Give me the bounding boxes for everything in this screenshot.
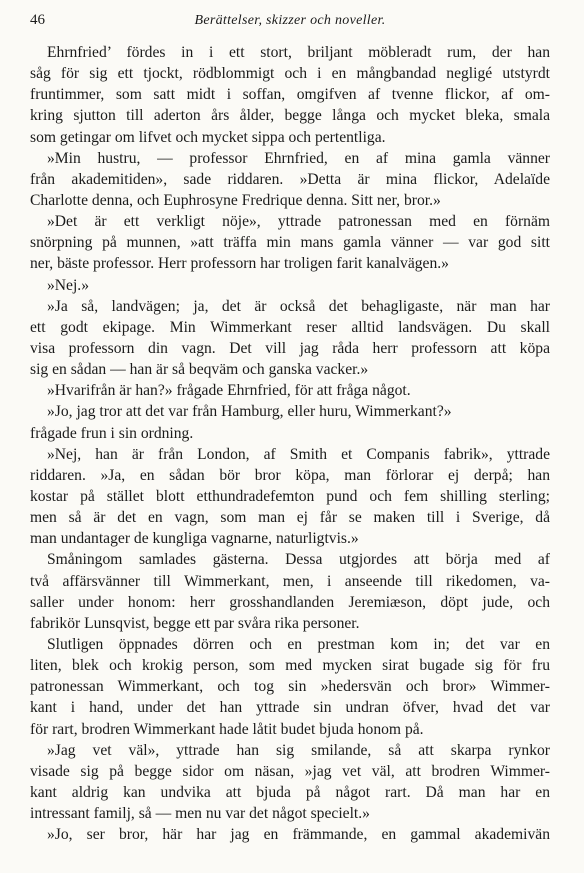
text-line: Slutligen öppnades dörren och en prestman kom in; det var en (47, 635, 550, 653)
text-line: Ehrnfried’ fördes in i ett stort, briljant möbleradt rum, der han (47, 44, 550, 61)
text-line: frågade frun i sin ordning. (30, 424, 194, 442)
text-line: »Jo, jag tror att det var från Hamburg, eller huru, Wimmerkant?» (47, 403, 452, 421)
text-line: kring sjutton till aderton års ålder, begge långa och mycket bleka, smala (30, 107, 550, 125)
text-line: »Jo, ser bror, här har jag en främmande, en gammal akademivän (47, 826, 550, 844)
text-line: snörpning på munnen, »att träffa min mans gamla vänner — var god sitt (30, 234, 550, 252)
text-line: från akademitiden», sade riddaren. »Detta är mina flickor, Adelaïde (30, 170, 550, 188)
text-line: sig en sådan — han är så beqväm och ganska vacker.» (30, 361, 369, 379)
text-line: kant i hand, under det han yttrade sin undran öfver, hvad det var (30, 699, 550, 717)
text-line: Småningom samlades gästerna. Dessa utgjordes att börja med af (47, 551, 550, 569)
text-line: »Ja så, landvägen; ja, det är också det behagligaste, när man har (47, 297, 550, 315)
text-line: kostar på stället blott etthundradefemton pund och fem shilling sterling; (30, 487, 550, 505)
page-number: 46 (30, 12, 45, 28)
text-line: »Nej, han är från London, af Smith et Companis fabrik», yttrade (47, 445, 550, 463)
text-line: kant aldrig kan undvika att bjuda på något rart. Då man har en (30, 783, 550, 801)
text-line: »Hvarifrån är han?» frågade Ehrnfried, för att fråga något. (47, 382, 411, 400)
text-line: visa professorn din vagn. Det vill jag råda herr professorn att köpa (30, 339, 550, 357)
running-title: Berättelser, skizzer och noveller. (194, 13, 386, 28)
text-line: visade sig på begge sidor om näsan, »jag vet väl, att brodren Wimmer- (30, 762, 550, 780)
text-line: »Min hustru, — professor Ehrnfried, en af mina gamla vänner (47, 149, 550, 167)
text-line: såg för sig ett tjockt, rödblommigt och i en mångbandad negligé utstyrdt (30, 65, 550, 83)
text-line: »Det är ett verkligt nöje», yttrade patronessan med en förnäm (47, 213, 550, 231)
text-line: riddaren. »Ja, en sådan bör bror köpa, man förlorar ej derpå; han (30, 466, 550, 484)
text-line: saller under honom: herr grosshandlanden Jeremiæson, döpt jude, och (30, 593, 550, 611)
text-line: »Nej.» (47, 276, 90, 294)
text-line: men så är det en vagn, som man ej får se maken till i Sverige, då (30, 509, 550, 527)
text-line: för rart, brodren Wimmerkant hade låtit budet bjuda honom på. (30, 720, 424, 738)
text-line: fruntimmer, som satt midt i soffan, omgifven af tvenne flickor, af om- (30, 86, 550, 104)
body-text (30, 42, 550, 845)
text-line: två affärsvänner till Wimmerkant, men, i anseende till rikedomen, va- (30, 572, 550, 590)
text-line: Charlotte denna, och Euphrosyne Fredrique denna. Sitt ner, bror.» (30, 191, 441, 209)
text-line: fabrikör Lunsqvist, begge ett par svåra rika personer. (30, 614, 360, 632)
text-line: »Jag vet väl», yttrade han sig smilande, så att skarpa rynkor (47, 741, 550, 759)
text-line: patronessan Wimmerkant, och tog sin »hedersvän och bror» Wimmer- (30, 678, 550, 696)
text-line: ett godt ekipage. Min Wimmerkant reser alltid landsvägen. Du skall (30, 318, 550, 336)
text-line: liten, blek och krokig person, som med mycken sirat bugade sig för fru (30, 657, 550, 675)
text-line: ner, bäste professor. Herr professorn har troligen farit kanalvägen.» (30, 255, 449, 273)
text-line: som getingar om lifvet och mycket sippa och pertentliga. (30, 128, 386, 146)
page-header (30, 12, 550, 34)
text-line: intressant familj, så — men nu var det något specielt.» (30, 805, 370, 823)
text-line: man undantager de kungliga vagnarne, naturligtvis.» (30, 530, 359, 548)
